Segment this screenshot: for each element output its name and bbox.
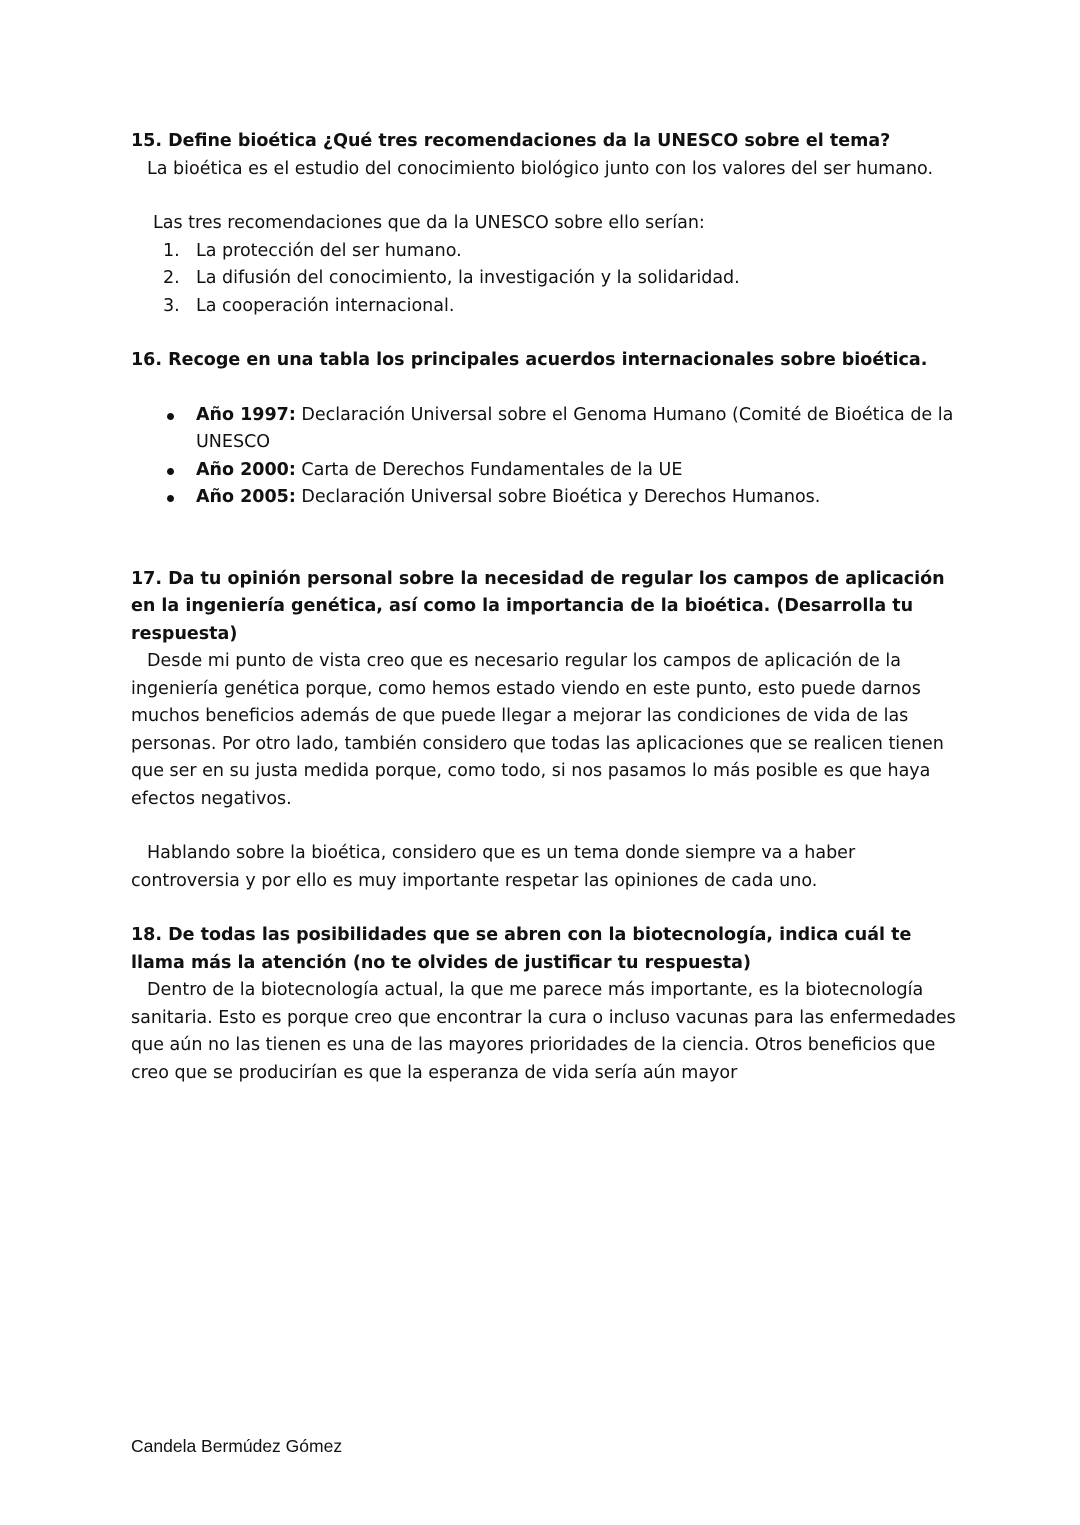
recommendations-list	[131, 238, 961, 321]
agreement-year: Año 1997:	[196, 404, 296, 425]
list-item	[131, 293, 961, 321]
bullet-icon	[167, 495, 174, 502]
agreement-text: Carta de Derechos Fundamentales de la UE	[295, 459, 683, 480]
spacer	[131, 512, 961, 539]
question-15-title: 15. Define bioética ¿Qué tres recomendaciones da la UNESCO sobre el tema?	[131, 131, 891, 151]
question-15-answer: La bioética es el estudio del conocimiento biológico junto con los valores del ser humano.	[147, 158, 934, 179]
list-item-text: La difusión del conocimiento, la investigación y la solidaridad.	[196, 268, 740, 288]
question-15-intro: Las tres recomendaciones que da la UNESCO sobre ello serían:	[153, 213, 705, 233]
agreements-list	[131, 402, 961, 512]
list-number: 2.	[163, 268, 180, 288]
question-16-title: 16. Recoge en una tabla los principales acuerdos internacionales sobre bioética.	[131, 350, 928, 370]
footer-author: Candela Bermúdez Gómez	[131, 1436, 343, 1456]
list-item	[131, 265, 961, 293]
document-body	[131, 128, 961, 1087]
list-item	[131, 484, 961, 512]
agreement-text: Declaración Universal sobre Bioética y Derechos Humanos.	[295, 487, 821, 507]
bullet-icon	[167, 413, 174, 420]
list-number: 1.	[163, 240, 180, 261]
question-18-paragraph: Dentro de la biotecnología actual, la que me parece más importante, es la biotecnología sanitaria. Esto es porque creo que encontrar la cura o incluso vacunas para las enfermedades que aún no las tienen es una de las mayores prioridades de la ciencia. Otros beneficios que creo que se producirían es que la esperanza de vida sería aún mayor	[131, 980, 956, 1083]
list-item-text: La protección del ser humano.	[196, 240, 462, 261]
list-number: 3.	[163, 295, 180, 316]
list-item	[131, 457, 961, 485]
list-item-text: La cooperación internacional.	[196, 295, 455, 316]
question-17-paragraph-2: Hablando sobre la bioética, considero que es un tema donde siempre va a haber controversia y por ello es muy importante respetar las opiniones de cada uno.	[131, 843, 856, 891]
spacer	[131, 539, 961, 566]
list-item	[131, 238, 961, 266]
question-17-paragraph-1: Desde mi punto de vista creo que es necesario regular los campos de aplicación de la ingeniería genética porque, como hemos estado viendo en este punto, esto puede darnos muchos beneficios además de que puede llegar a mejorar las condiciones de vida de las personas. Por otro lado, también considero que todas las aplicaciones que se realicen tienen que ser en su justa medida porque, como todo, si nos pasamos lo más posible es que haya efectos negativos.	[131, 651, 944, 809]
spacer	[131, 895, 961, 922]
spacer	[131, 375, 961, 402]
spacer	[131, 183, 961, 210]
agreement-text: Declaración Universal sobre el Genoma Humano (Comité de Bioética de la UNESCO	[196, 404, 954, 452]
question-17-title: 17. Da tu opinión personal sobre la necesidad de regular los campos de aplicación en la ingeniería genética, así como la importancia de la bioética. (Desarrolla tu respuesta)	[131, 568, 945, 644]
agreement-year: Año 2005:	[196, 487, 296, 507]
agreement-year: Año 2000:	[196, 459, 296, 480]
bullet-icon	[167, 468, 174, 475]
question-18-title: 18. De todas las posibilidades que se abren con la biotecnología, indica cuál te llama más la atención (no te olvides de justificar tu respuesta)	[131, 925, 912, 973]
spacer	[131, 320, 961, 347]
spacer	[131, 813, 961, 840]
list-item	[131, 402, 961, 457]
